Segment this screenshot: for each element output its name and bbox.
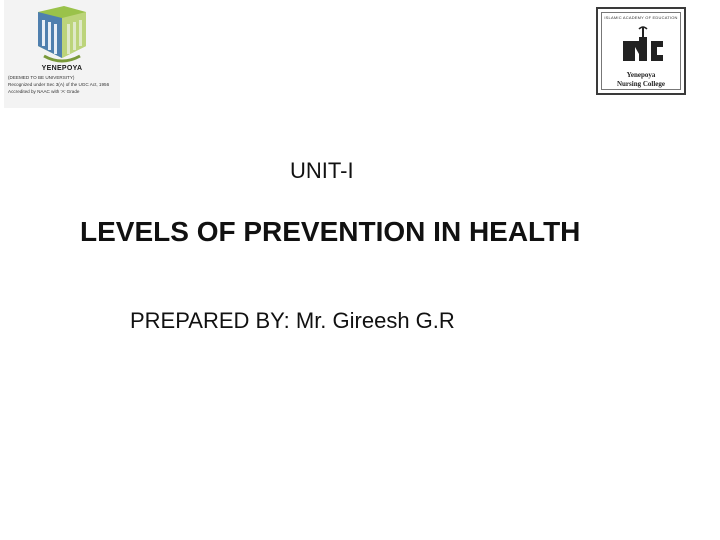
yenepoya-university-logo — [4, 0, 120, 108]
academy-name: ISLAMIC ACADEMY OF EDUCATION — [604, 15, 678, 20]
nursing-college-logo — [596, 7, 686, 95]
college-name-line2: Nursing College — [616, 80, 666, 88]
college-name-line1: Yenepoya — [626, 71, 656, 79]
nursing-college-emblem-icon — [619, 23, 667, 69]
university-emblem-icon — [34, 6, 90, 64]
logo-inner-border — [601, 12, 681, 90]
university-recognition: Recognized under Sec 3(A) of the UGC Act, 1956 — [8, 82, 110, 87]
university-subtitle: (DEEMED TO BE UNIVERSITY) — [8, 75, 75, 80]
university-name: YENEPOYA — [41, 65, 83, 72]
prepared-by-text: PREPARED BY: Mr. Gireesh G.R — [130, 308, 455, 333]
university-accreditation: Accredited by NAAC with 'A' Grade — [8, 89, 80, 94]
unit-label: UNIT-I — [290, 158, 354, 183]
slide-title: LEVELS OF PREVENTION IN HEALTH — [80, 216, 581, 247]
